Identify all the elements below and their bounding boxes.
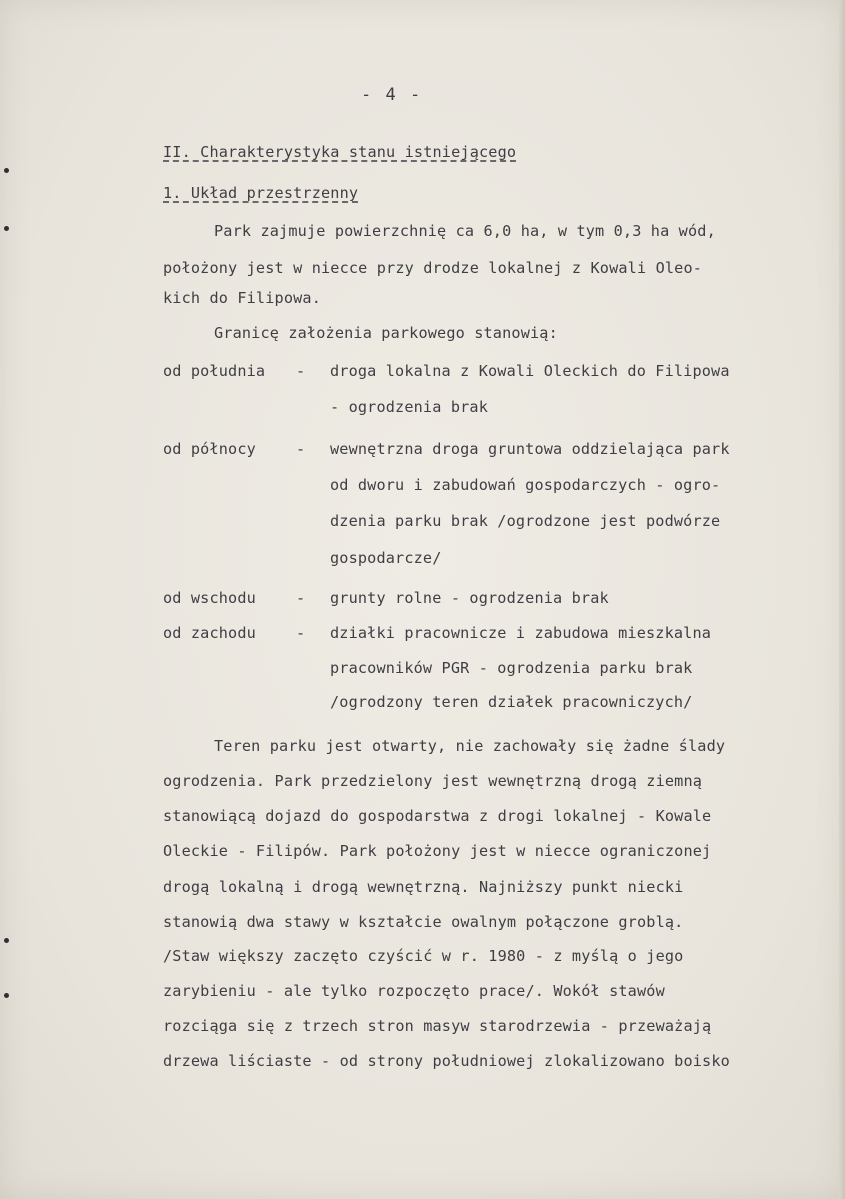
subsection-title: 1. Układ przestrzenny: [163, 184, 359, 202]
paragraph-line: Oleckie - Filipów. Park położony jest w niecce ograniczonej: [163, 842, 712, 860]
punch-hole: [4, 226, 9, 231]
section-title: II. Charakterystyka stanu istniejącego: [163, 143, 517, 161]
boundary-text: grunty rolne - ogrodzenia brak: [330, 589, 609, 607]
page-number: - 4 -: [361, 85, 423, 105]
boundary-dash: -: [296, 362, 306, 380]
paragraph-line: stanowiącą dojazd do gospodarstwa z drogi lokalnej - Kowale: [163, 807, 712, 825]
paragraph-line: ogrodzenia. Park przedzielony jest wewnętrzną drogą ziemną: [163, 772, 703, 790]
boundary-text: - ogrodzenia brak: [330, 398, 488, 416]
boundary-text: /ogrodzony teren działek pracowniczych/: [330, 693, 693, 711]
boundary-side: od zachodu: [163, 624, 256, 642]
boundary-side: od wschodu: [163, 589, 256, 607]
page-edge: [839, 0, 845, 1199]
boundary-dash: -: [296, 589, 306, 607]
paragraph-line: drzewa liściaste - od strony południowej zlokalizowano boisko: [163, 1052, 730, 1070]
paragraph-line: kich do Filipowa.: [163, 289, 321, 307]
boundary-text: droga lokalna z Kowali Oleckich do Filipowa: [330, 362, 730, 380]
boundary-dash: -: [296, 624, 306, 642]
paragraph-line: rozciąga się z trzech stron masyw starodrzewia - przeważają: [163, 1017, 712, 1035]
paragraph-line: drogą lokalną i drogą wewnętrzną. Najniższy punkt niecki: [163, 878, 684, 896]
paragraph-line: zarybieniu - ale tylko rozpoczęto prace/. Wokół stawów: [163, 982, 665, 1000]
boundary-text: dzenia parku brak /ogrodzone jest podwórze: [330, 512, 721, 530]
boundary-dash: -: [296, 440, 306, 458]
paragraph-line: Teren parku jest otwarty, nie zachowały się żadne ślady: [214, 737, 726, 755]
punch-hole: [4, 993, 9, 998]
boundary-text: wewnętrzna droga gruntowa oddzielająca park: [330, 440, 730, 458]
paragraph-line: stanowią dwa stawy w kształcie owalnym połączone groblą.: [163, 913, 684, 931]
boundary-side: od północy: [163, 440, 256, 458]
boundary-text: gospodarcze/: [330, 549, 442, 567]
boundary-side: od południa: [163, 362, 266, 380]
boundaries-heading: Granicę założenia parkowego stanowią:: [214, 324, 558, 342]
boundary-text: od dworu i zabudowań gospodarczych - ogro-: [330, 476, 721, 494]
boundary-text: działki pracownicze i zabudowa mieszkalna: [330, 624, 712, 642]
boundary-text: pracowników PGR - ogrodzenia parku brak: [330, 659, 693, 677]
paragraph-line: /Staw większy zaczęto czyścić w r. 1980 - z myślą o jego: [163, 947, 684, 965]
paragraph-line: położony jest w niecce przy drodze lokalnej z Kowali Oleo-: [163, 259, 703, 277]
paragraph-line: Park zajmuje powierzchnię ca 6,0 ha, w tym 0,3 ha wód,: [214, 222, 716, 240]
punch-hole: [4, 168, 9, 173]
punch-hole: [4, 938, 9, 943]
